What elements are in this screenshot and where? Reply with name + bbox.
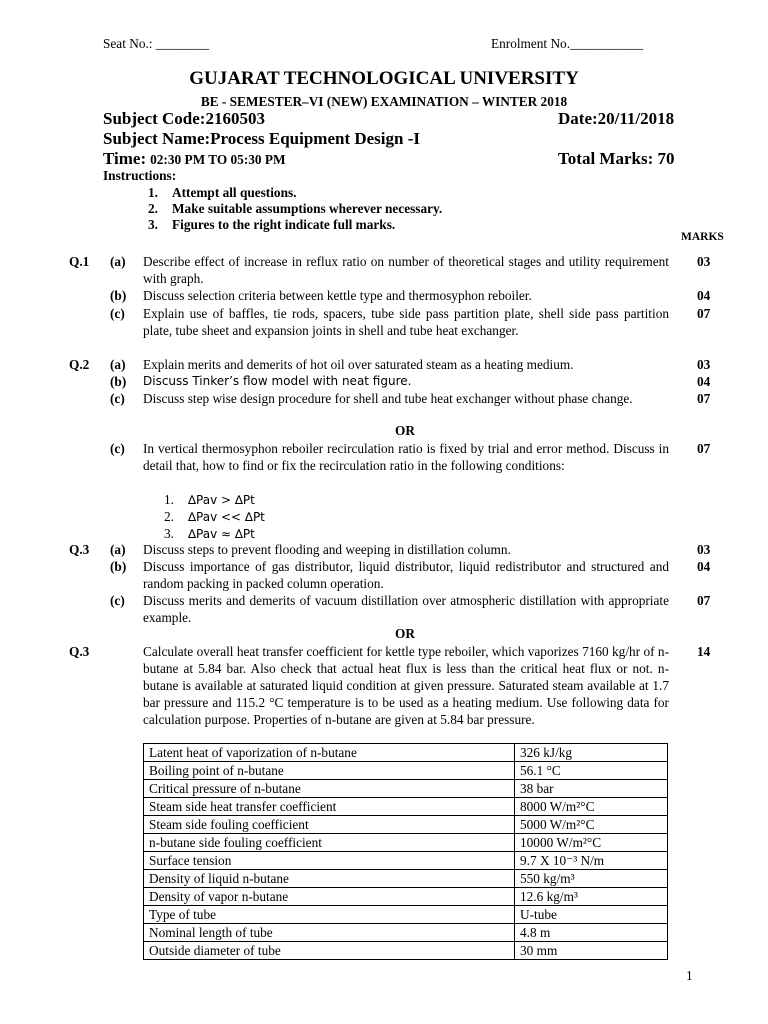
value-cell: 56.1 °C [515,762,668,780]
table-row [144,762,668,780]
property-cell: Critical pressure of n-butane [144,780,515,798]
value-cell: 30 mm [515,942,668,960]
subject-code: Subject Code:2160503 [103,109,265,128]
property-cell: Boiling point of n-butane [144,762,515,780]
instruction-number: 2. [148,201,158,216]
value-cell: U-tube [515,906,668,924]
q1c-marks: 07 [697,306,711,321]
q2a-label: (a) [110,357,126,372]
q2a-marks: 03 [697,357,711,372]
instruction-text: Attempt all questions. [172,185,297,200]
property-cell: n-butane side fouling coefficient [144,834,515,852]
q3c-text: Discuss merits and demerits of vacuum distillation over atmospheric distillation with appropriate example. [143,593,669,625]
time-label: Time: [103,149,147,168]
property-cell: Surface tension [144,852,515,870]
table-row [144,744,668,762]
subject-name: Subject Name:Process Equipment Design -I [103,129,421,148]
condition-number: 2. [164,509,174,524]
q3-alt-marks: 14 [697,644,711,659]
condition-number: 3. [164,526,174,541]
enrolment-no: Enrolment No.___________ [491,36,644,51]
value-cell: 10000 W/m²°C [515,834,668,852]
q3-or: OR [395,626,415,641]
instruction-text: Make suitable assumptions wherever necessary. [172,201,443,216]
q2-number: Q.2 [69,357,90,372]
q2a-text: Explain merits and demerits of hot oil over saturated steam as a heating medium. [143,357,574,372]
total-marks: Total Marks: 70 [558,149,675,168]
q3a-text: Discuss steps to prevent flooding and weeping in distillation column. [143,542,511,557]
q1a-text: Describe effect of increase in reflux ratio on number of theoretical stages and utility requirement with graph. [143,254,669,286]
q3b-marks: 04 [697,559,711,574]
n-butane-data-table [143,743,668,960]
q1-number: Q.1 [69,254,90,269]
q3-alt-text: Calculate overall heat transfer coefficient for kettle type reboiler, which vaporizes 7160 kg/hr of n-butane at 5.84 bar. Also check that actual heat flux is less than the critical heat flux or not. n-butane is available at saturated liquid condition at given pressure. Saturated steam available at 1.7 bar pressure and 115.2 °C temperature is to be used as a heating medium. Use following data for calculation purpose. Properties of n-butane are given at 5.84 bar pressure. [143,644,669,727]
q3-alt-number: Q.3 [69,644,90,659]
q1c-text: Explain use of baffles, tie rods, spacers, tube side pass partition plate, shell side pass partition plate, tube sheet and expansion joints in shell and tube heat exchanger. [143,306,669,338]
q2-or: OR [395,423,415,438]
q1c-label: (c) [110,306,125,321]
q1b-text: Discuss selection criteria between kettle type and thermosyphon reboiler. [143,288,532,303]
table-row [144,852,668,870]
property-cell: Density of liquid n-butane [144,870,515,888]
q2c-alt-marks: 07 [697,441,711,456]
instruction-3 [148,216,395,233]
table-row [144,834,668,852]
value-cell: 5000 W/m²°C [515,816,668,834]
value-cell: 8000 W/m²°C [515,798,668,816]
property-cell: Density of vapor n-butane [144,888,515,906]
q3a-label: (a) [110,542,126,557]
q2c-label: (c) [110,391,125,406]
property-cell: Latent heat of vaporization of n-butane [144,744,515,762]
time-value: 02:30 PM TO 05:30 PM [150,152,286,167]
table-row [144,906,668,924]
condition-text: ∆Pav << ∆Pt [188,510,265,524]
exam-title: BE - SEMESTER–VI (NEW) EXAMINATION – WINTER 2018 [200,94,568,109]
property-cell: Nominal length of tube [144,924,515,942]
university-title: GUJARAT TECHNOLOGICAL UNIVERSITY [189,68,579,89]
q3b-text: Discuss importance of gas distributor, liquid distributor, liquid redistributor and structured and random packing in packed column operation. [143,559,669,591]
q1a-label: (a) [110,254,126,269]
seat-no: Seat No.: ________ [103,36,209,51]
instruction-number: 1. [148,185,158,200]
q2b-marks: 04 [697,374,711,389]
table-row [144,798,668,816]
condition-2 [164,508,265,526]
table-row [144,924,668,942]
property-cell: Type of tube [144,906,515,924]
q1a-marks: 03 [697,254,711,269]
condition-text: ∆Pav ≈ ∆Pt [188,527,255,541]
q2c-alt-label: (c) [110,441,125,456]
q2b-text: Discuss Tinker’s flow model with neat figure. [143,374,412,388]
instruction-text: Figures to the right indicate full marks. [172,217,396,232]
table-row [144,816,668,834]
value-cell: 9.7 X 10⁻³ N/m [515,852,668,870]
instruction-1 [148,184,296,201]
value-cell: 550 kg/m³ [515,870,668,888]
page-number: 1 [686,968,693,983]
condition-text: ∆Pav > ∆Pt [188,493,255,507]
q3-number: Q.3 [69,542,90,557]
condition-1 [164,491,255,509]
condition-number: 1. [164,492,174,507]
q1b-label: (b) [110,288,127,303]
time-row [103,149,286,169]
marks-header: MARKS [681,231,724,243]
property-cell: Steam side fouling coefficient [144,816,515,834]
value-cell: 326 kJ/kg [515,744,668,762]
table-row [144,780,668,798]
property-cell: Steam side heat transfer coefficient [144,798,515,816]
q2b-label: (b) [110,374,127,389]
table-row [144,870,668,888]
q3c-label: (c) [110,593,125,608]
instructions-label: Instructions: [103,168,177,183]
table-row [144,888,668,906]
q3b-label: (b) [110,559,127,574]
exam-date: Date:20/11/2018 [558,109,675,128]
q2c-text: Discuss step wise design procedure for shell and tube heat exchanger without phase change. [143,391,633,406]
q3c-marks: 07 [697,593,711,608]
q2c-alt-text: In vertical thermosyphon reboiler recirculation ratio is fixed by trial and error method. Discuss in detail that, how to find or fix the recirculation ratio in the following conditions: [143,441,669,473]
value-cell: 12.6 kg/m³ [515,888,668,906]
property-cell: Outside diameter of tube [144,942,515,960]
value-cell: 4.8 m [515,924,668,942]
value-cell: 38 bar [515,780,668,798]
table-row [144,942,668,960]
instruction-2 [148,200,442,217]
q2c-marks: 07 [697,391,711,406]
q1b-marks: 04 [697,288,711,303]
q3a-marks: 03 [697,542,711,557]
instruction-number: 3. [148,217,158,232]
